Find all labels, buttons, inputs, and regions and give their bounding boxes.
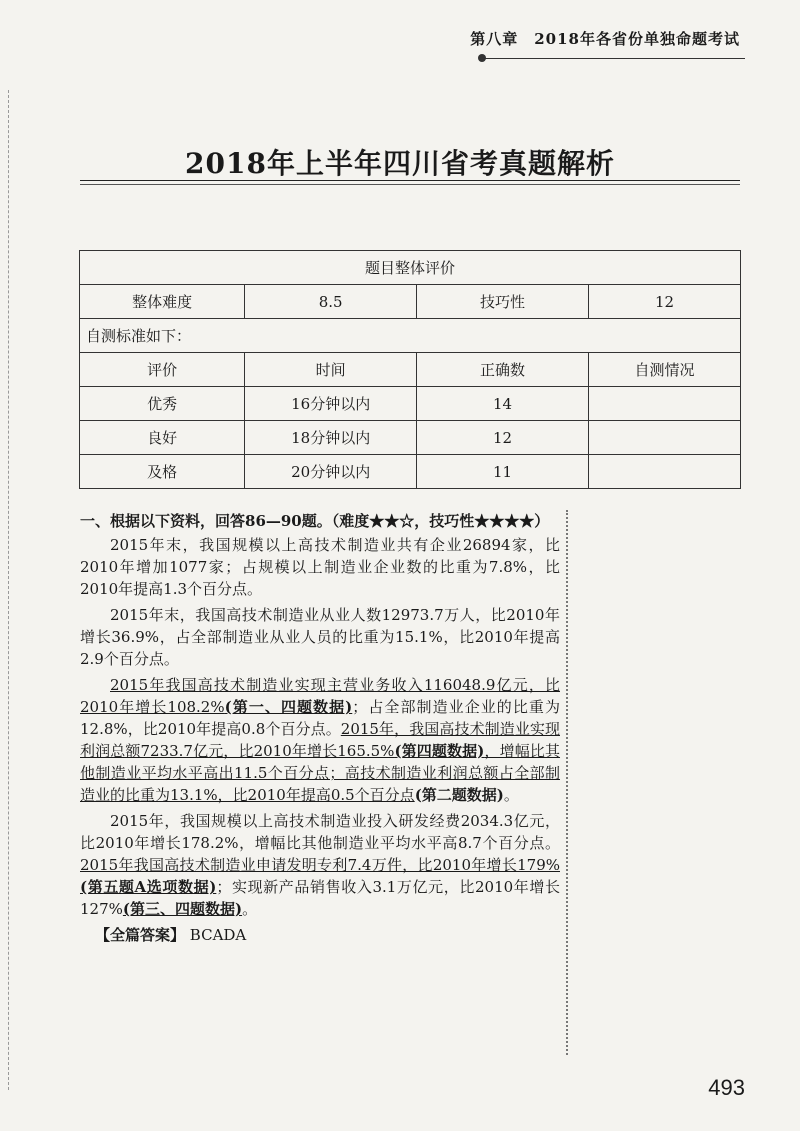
wavy-divider: [566, 510, 576, 1055]
data-note: (第三、四题数据): [122, 900, 243, 918]
question-content: [80, 510, 560, 946]
header-self: 自测情况: [588, 353, 740, 387]
text-span: 。: [503, 786, 519, 804]
row-self: [588, 455, 740, 489]
row-correct: 11: [417, 455, 589, 489]
text-span: 。: [242, 900, 258, 918]
underlined-text: 2015年我国高技术制造业实现主营业务收入116048.9亿元，比2010年增长108.2%: [80, 676, 560, 716]
row-grade: 及格: [80, 455, 245, 489]
evaluation-table: [79, 250, 741, 489]
row-time: 16分钟以内: [245, 387, 417, 421]
paragraph-2: 2015年末，我国高技术制造业从业人数12973.7万人，比2010年增长36.9%，占全部制造业从业人员的比重为15.1%，比2010年提高2.9个百分点。: [80, 606, 560, 668]
header-grade: 评价: [80, 353, 245, 387]
row-correct: 12: [417, 421, 589, 455]
page-title: 2018年上半年四川省考真题解析: [185, 147, 615, 180]
row-self: [588, 421, 740, 455]
row-correct: 14: [417, 387, 589, 421]
answer-line: [80, 924, 560, 946]
underlined-text: 2015年我国高技术制造业申请发明专利7.4万件，比2010年增长179%: [80, 856, 560, 874]
header-rule: [483, 58, 745, 59]
underlined-text: ，增幅比其他制造业平均水平高出11.5个百分点；高技术制造业利润总额占全部制造业的比重为13.1%，比2010年提高0.5个百分点: [80, 742, 561, 804]
table-caption: 题目整体评价: [80, 251, 741, 285]
text-span: 2015年，我国规模以上高技术制造业投入研发经费2034.3亿元，比2010年增长178.2%，增幅比其他制造业平均水平高8.7个百分点。: [80, 812, 560, 852]
row-time: 18分钟以内: [245, 421, 417, 455]
difficulty-value: 8.5: [245, 285, 417, 319]
answer-value: BCADA: [189, 926, 247, 944]
paragraph-3: [80, 674, 560, 806]
title-rule-thin: [80, 184, 740, 185]
table-row: [80, 421, 741, 455]
paragraph-1: 2015年末，我国规模以上高技术制造业共有企业26894家，比2010年增加1077家；占规模以上制造业企业数的比重为7.8%，比2010年提高1.3个百分点。: [80, 536, 560, 598]
difficulty-label: 整体难度: [80, 285, 245, 319]
data-note: (第二题数据): [414, 786, 504, 804]
skill-value: 12: [588, 285, 740, 319]
standard-label: 自测标准如下：: [80, 319, 741, 353]
table-row: [80, 387, 741, 421]
data-note: (第四题数据): [394, 742, 485, 760]
row-grade: 良好: [80, 421, 245, 455]
text-span: ；实现新产品销售收入3.1万亿元，比2010年增长127%: [80, 878, 560, 918]
header-time: 时间: [245, 353, 417, 387]
row-time: 20分钟以内: [245, 455, 417, 489]
answer-label: 【全篇答案】: [95, 926, 186, 944]
text-span: ；占全部制造业企业的比重为12.8%，比2010年提高0.8个百分点。: [80, 698, 560, 738]
page-number: 493: [708, 1075, 745, 1100]
running-header: 第八章 2018年各省份单独命题考试: [470, 30, 740, 48]
underlined-text: 2015年，我国高技术制造业实现利润总额7233.7亿元，比2010年增长165.5%: [80, 720, 560, 760]
header-correct: 正确数: [417, 353, 589, 387]
binding-margin: [8, 90, 11, 1090]
question-heading: 一、根据以下资料，回答86—90题。（难度★★☆，技巧性★★★★）: [80, 512, 550, 530]
table-row: [80, 455, 741, 489]
paragraph-4: [80, 810, 560, 920]
row-grade: 优秀: [80, 387, 245, 421]
data-note: (第五题A选项数据): [80, 878, 217, 896]
row-self: [588, 387, 740, 421]
skill-label: 技巧性: [417, 285, 589, 319]
data-note: (第一、四题数据): [224, 698, 353, 716]
title-rule: [80, 180, 740, 181]
